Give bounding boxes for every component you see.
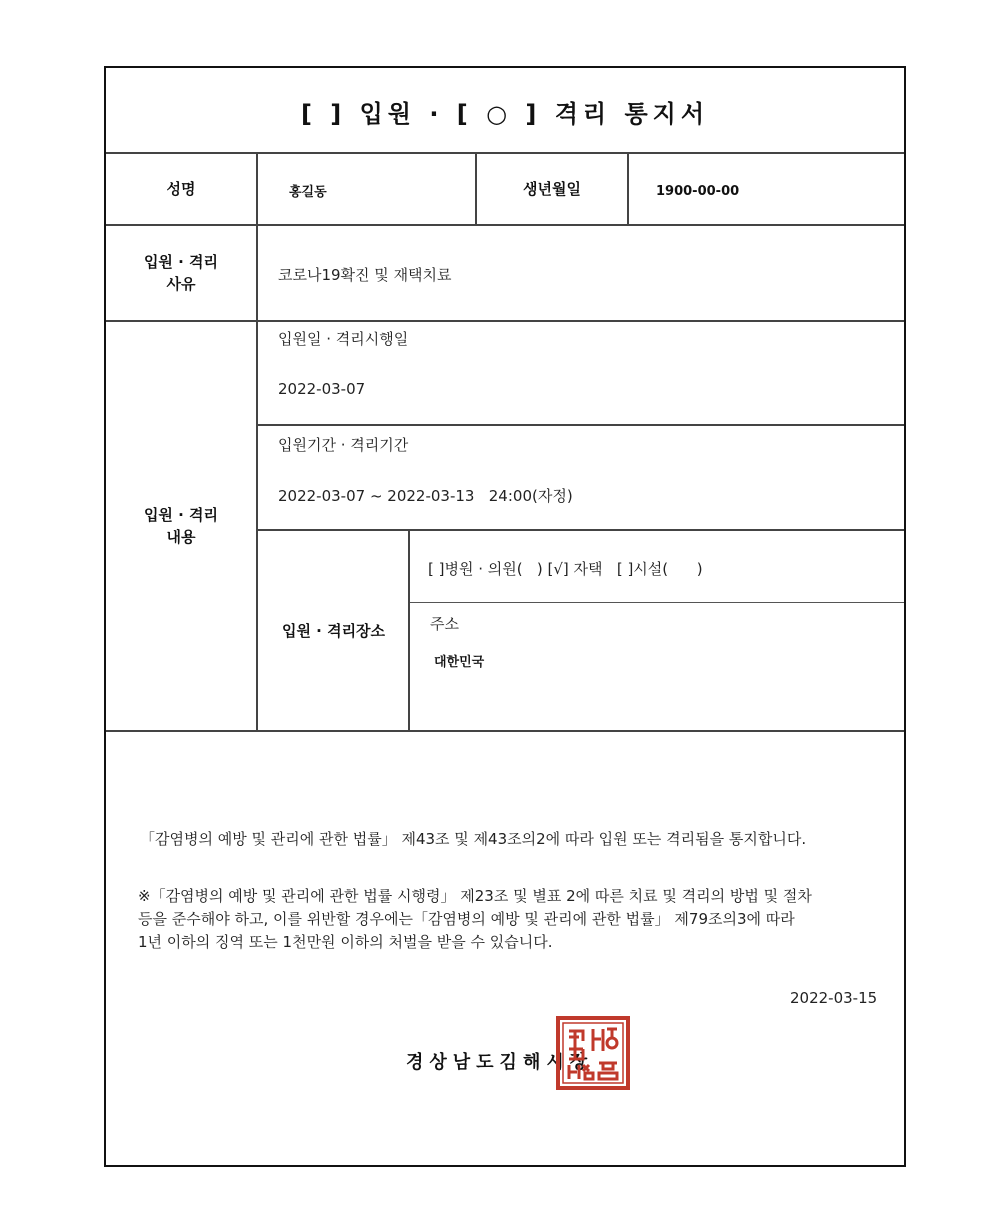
start-date-value: 2022-03-07: [278, 380, 366, 398]
issue-date: 2022-03-15: [790, 989, 878, 1007]
document-title: [ ] 입원 · [ ○ ] 격리 통지서: [300, 99, 710, 128]
divider: [408, 529, 410, 730]
reason-label-line2: 사유: [166, 275, 196, 293]
period-value: 2022-03-07 ~ 2022-03-13 24:00(자정): [278, 487, 573, 505]
notice-paragraph-1: 「감염병의 예방 및 관리에 관한 법률」 제43조 및 제43조의2에 따라 입원 또는 격리됨을 통지합니다.: [140, 830, 807, 848]
address-label: 주소: [430, 615, 459, 633]
birth-label: 생년월일: [523, 180, 581, 198]
notice-paragraph-2-line-3: 1년 이하의 징역 또는 1천만원 이하의 처벌을 받을 수 있습니다.: [138, 933, 553, 951]
name-label: 성명: [166, 180, 196, 198]
content-label: [106, 322, 256, 730]
divider: [409, 602, 904, 603]
divider: [627, 152, 629, 224]
notice-paragraph-2-line-1: ※「감염병의 예방 및 관리에 관한 법률 시행령」 제23조 및 별표 2에 따른 치료 및 격리의 방법 및 절차: [138, 887, 812, 905]
content-label-line2: 내용: [166, 528, 196, 546]
reason-value: 코로나19확진 및 재택치료: [278, 266, 452, 284]
notice-document: [104, 66, 906, 1167]
official-seal-icon: [555, 1015, 631, 1091]
name-value: 홍길동: [289, 185, 327, 200]
notice-paragraph-2-line-2: 등을 준수해야 하고, 이를 위반할 경우에는「감염병의 예방 및 관리에 관한 법률」 제79조의3에 따라: [138, 910, 795, 928]
place-label: 입원 · 격리장소: [281, 621, 386, 640]
period-label: 입원기간 · 격리기간: [278, 436, 409, 454]
place-options: [ ]병원 · 의원( ) [√] 자택 [ ]시설( ): [428, 560, 703, 578]
content-label-line1: 입원 · 격리: [143, 506, 219, 524]
divider: [256, 152, 258, 730]
divider: [106, 730, 904, 732]
divider: [257, 424, 904, 426]
issuer-name: 경상남도김해시장: [406, 1052, 594, 1073]
reason-label-line1: 입원 · 격리: [143, 253, 219, 271]
reason-label: [106, 226, 256, 320]
birth-value: 1900-00-00: [656, 184, 740, 199]
start-date-label: 입원일 · 격리시행일: [278, 330, 409, 348]
address-value: 대한민국: [434, 655, 485, 670]
